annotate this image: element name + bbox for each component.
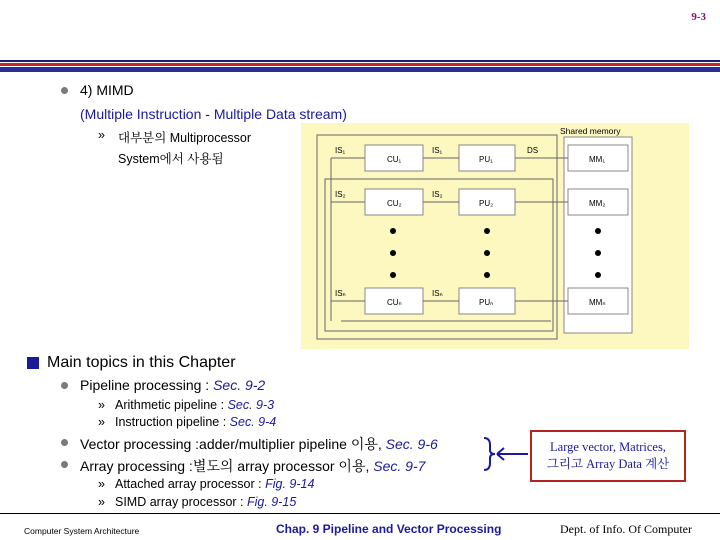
sub-bullet-marker: » (98, 415, 105, 429)
header-rule (0, 63, 720, 66)
is-label: IS₁ (432, 146, 443, 155)
callout-box (530, 430, 686, 482)
topic-simd-text: SIMD array processor : (115, 495, 247, 509)
topic-simd-ref: Fig. 9-15 (246, 495, 297, 509)
footer-rule (0, 513, 720, 514)
mimd-diagram (301, 123, 689, 349)
topic-attached (115, 477, 314, 491)
topic-pipeline-text: Pipeline processing : (80, 377, 214, 393)
topic-simd (115, 495, 296, 509)
pu-label: PU₂ (479, 199, 494, 208)
sub-bullet-marker: » (98, 128, 105, 142)
bullet-dot-icon (61, 87, 68, 94)
cu-label: CU₂ (387, 199, 402, 208)
square-bullet-icon (27, 357, 39, 369)
header-rule (0, 67, 720, 72)
topic-pipeline (80, 377, 265, 393)
topic-array-ref: Sec. 9-7 (373, 458, 426, 474)
is-label: ISₙ (432, 289, 443, 298)
bullet-dot-icon (61, 461, 68, 468)
bullet-dot-icon (61, 382, 68, 389)
pu-label: PUₙ (479, 298, 494, 307)
topic-array (80, 456, 425, 476)
main-topics-title: Main topics in this Chapter (47, 354, 236, 371)
callout-line2: 그리고 Array Data 계산 (546, 457, 670, 471)
is-label: IS₂ (432, 190, 443, 199)
mimd-note-line2: System에서 사용됨 (118, 152, 224, 166)
footer-left: Computer System Architecture (24, 526, 140, 536)
pu-label: PU₁ (479, 155, 493, 164)
topic-arith-text: Arithmetic pipeline : (115, 398, 228, 412)
footer-center: Chap. 9 Pipeline and Vector Processing (276, 522, 502, 536)
topic-array-text: Array processing :별도의 array processor 이용, (80, 458, 374, 474)
topic-instr-text: Instruction pipeline : (115, 415, 230, 429)
topic-vector (80, 434, 438, 454)
is-label: ISₙ (335, 289, 346, 298)
mm-label: MM₁ (589, 155, 606, 164)
topic-attached-ref: Fig. 9-14 (265, 477, 315, 491)
sub-bullet-marker: » (98, 398, 105, 412)
mimd-heading: 4) MIMD (80, 82, 134, 98)
topic-instr-ref: Sec. 9-4 (229, 415, 277, 429)
header-rule (0, 60, 720, 62)
topic-vector-text: Vector processing :adder/multiplier pipeline 이용, (80, 436, 386, 452)
topic-arith (115, 398, 274, 412)
cu-label: CUₙ (387, 298, 402, 307)
is-label: IS₂ (335, 190, 346, 199)
mm-label: MMₙ (589, 298, 606, 307)
topic-arith-ref: Sec. 9-3 (227, 398, 275, 412)
topic-attached-text: Attached array processor : (115, 477, 266, 491)
callout-line1: Large vector, Matrices, (550, 440, 666, 454)
page-number: 9-3 (691, 11, 706, 23)
mm-label: MM₂ (589, 199, 606, 208)
topic-pipeline-ref: Sec. 9-2 (213, 377, 266, 393)
footer-right: Dept. of Info. Of Computer (560, 522, 692, 536)
shared-memory-label: Shared memory (560, 126, 621, 136)
ds-label: DS (527, 146, 539, 155)
is-label: IS₁ (335, 146, 346, 155)
mimd-subtitle: (Multiple Instruction - Multiple Data stream) (80, 106, 347, 122)
mimd-note-line1: 대부분의 Multiprocessor (118, 131, 252, 145)
cu-label: CU₁ (387, 155, 402, 164)
topic-instr (115, 415, 276, 429)
bullet-dot-icon (61, 439, 68, 446)
brace-arrow-icon (480, 436, 532, 472)
sub-bullet-marker: » (98, 495, 105, 509)
topic-vector-ref: Sec. 9-6 (385, 436, 438, 452)
sub-bullet-marker: » (98, 477, 105, 491)
